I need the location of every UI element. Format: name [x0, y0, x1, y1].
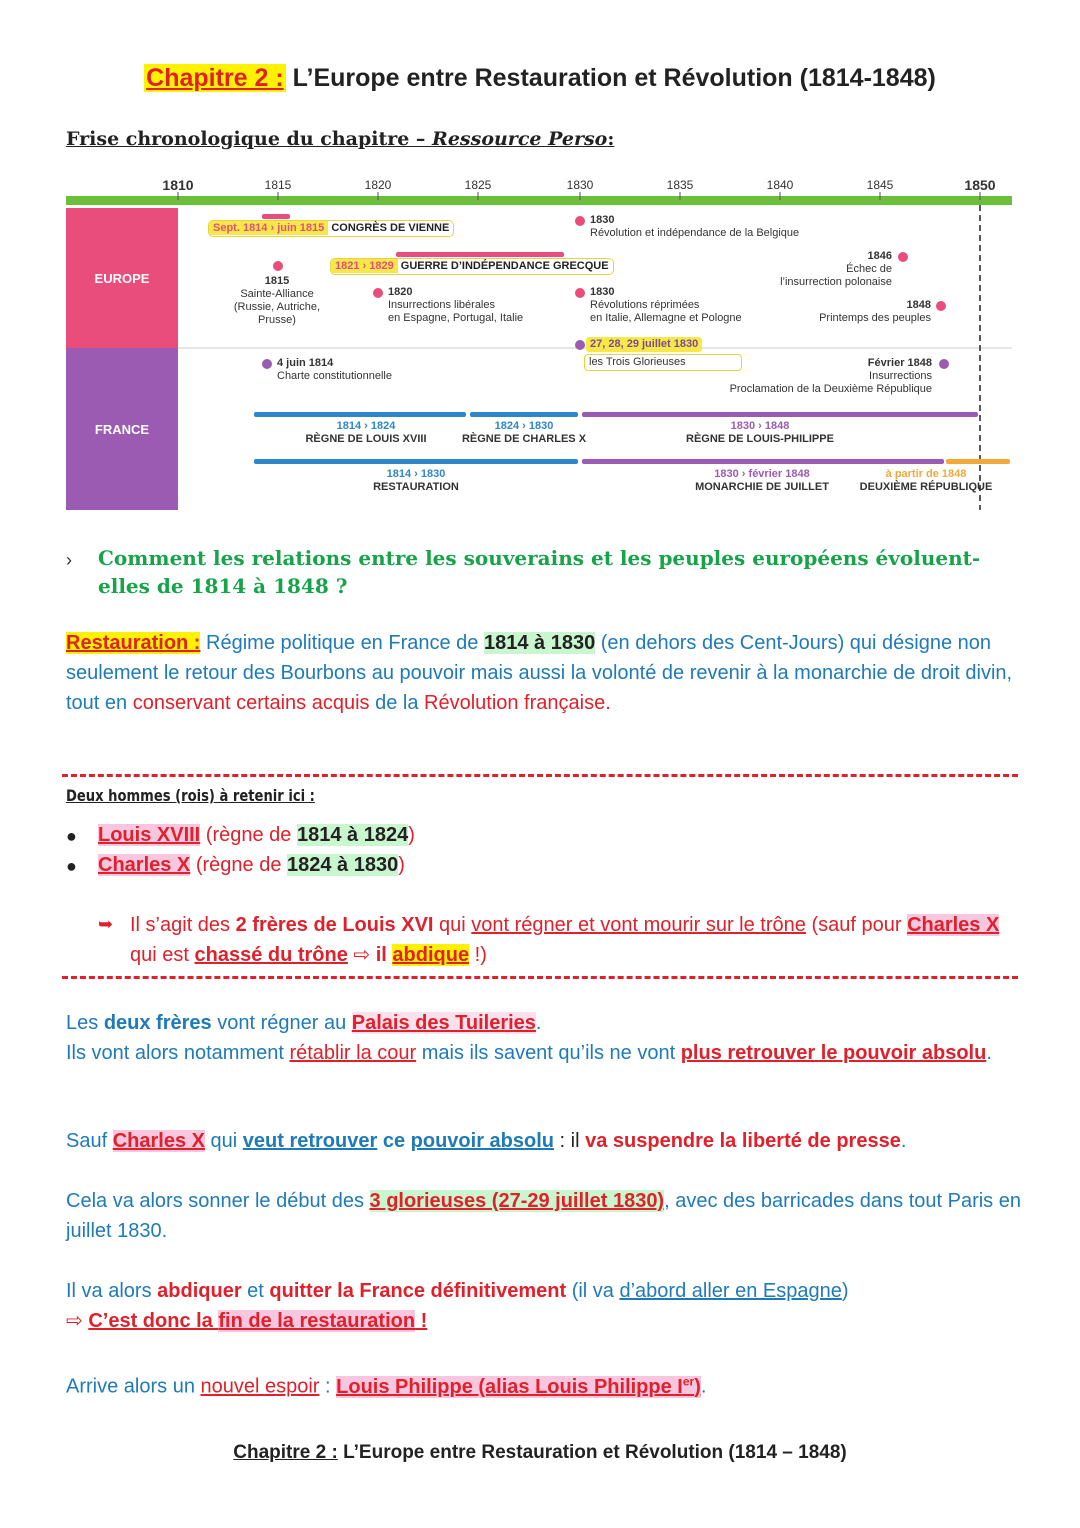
freres-h: chassé du trône	[194, 944, 348, 966]
king-1-name: Charles X	[98, 854, 191, 876]
charles-i: .	[900, 1130, 907, 1152]
dashed-divider-top	[62, 774, 1018, 777]
abdiquer-b: abdiquer	[157, 1280, 242, 1302]
event-1830-revolutions	[590, 286, 742, 325]
paragraph-charles-x	[66, 1126, 1026, 1156]
event-1846	[726, 250, 892, 289]
reign-2-dates: 1830 › 1848	[730, 420, 790, 432]
abdiquer-e: (il va	[566, 1280, 620, 1302]
freres-paragraph	[130, 910, 1020, 970]
dot-1830-glorieuses	[575, 340, 585, 350]
dot-1848-printemps	[936, 301, 946, 311]
frise-label: Frise chronologique du chapitre –	[66, 128, 433, 150]
fin-a: C’est donc la	[88, 1310, 219, 1332]
restauration-p1: Régime politique en France de	[206, 632, 484, 654]
question-arrow-icon: ›	[66, 550, 72, 570]
event-1815-year: 1815	[264, 275, 290, 287]
congres-bar	[262, 214, 290, 219]
freres-c: qui	[433, 914, 472, 936]
event-1815	[220, 275, 334, 327]
event-1830a-l1: Révolution et indépendance de la Belgique	[590, 227, 800, 239]
charles-c: qui	[204, 1130, 243, 1152]
bullet-icon: ●	[66, 856, 77, 876]
frise-heading	[66, 128, 614, 150]
king-louis-xviii	[98, 820, 415, 850]
event-1820	[388, 286, 523, 325]
freres-i: ⇨	[347, 944, 376, 966]
chapter-title: L’Europe entre Restauration et Révolution (1814-1848)	[285, 64, 936, 92]
congres-box	[208, 220, 454, 237]
year-1850: 1850	[964, 177, 996, 193]
freres-j: il	[375, 944, 393, 966]
event-1815-l2: (Russie, Autriche,	[233, 301, 321, 313]
grecque-box	[330, 258, 614, 275]
curved-arrow-icon: ➥	[98, 914, 114, 934]
abdiquer-d: quitter la France définitivement	[269, 1280, 567, 1302]
event-1846-l2: l’insurrection polonaise	[780, 276, 892, 288]
tuileries-e: .	[535, 1012, 542, 1034]
event-1830b-l1: Révolutions réprimées	[590, 299, 700, 311]
charles-g: : il	[553, 1130, 586, 1152]
restauration-dates: 1814 à 1830	[483, 632, 596, 654]
year-1840: 1840	[766, 178, 794, 192]
event-1820-l1: Insurrections libérales	[388, 299, 495, 311]
king-1-pre: (règne de	[190, 854, 287, 876]
espoir-c: :	[319, 1375, 337, 1398]
freres-e: (sauf pour	[805, 914, 908, 936]
dashed-divider-bottom	[62, 976, 1018, 979]
event-1814-date: 4 juin 1814	[277, 357, 334, 369]
espoir-d: Louis Philippe (alias Louis Philippe I	[336, 1375, 683, 1398]
page-footer	[0, 1442, 1080, 1464]
reign-louis-philippe	[662, 420, 858, 446]
event-1815-l1: Sainte-Alliance	[240, 288, 314, 300]
fin-b: fin de la restauration	[218, 1310, 416, 1332]
charles-f: pouvoir absolu	[410, 1130, 554, 1152]
tuileries-b: deux frères	[103, 1012, 212, 1034]
freres-g: qui est	[130, 944, 195, 966]
event-1848-printemps	[766, 299, 931, 325]
king-0-pre: (règne de	[200, 824, 297, 846]
footer-title: L’Europe entre Restauration et Révolution (1814 – 1848)	[337, 1442, 847, 1463]
grecque-bar	[396, 252, 564, 257]
dot-1814-charte	[262, 359, 272, 369]
regime-2-label: DEUXIÈME RÉPUBLIQUE	[859, 481, 993, 493]
congres-dates: Sept. 1814 › juin 1815	[209, 221, 328, 235]
espoir-e: )	[694, 1375, 701, 1398]
glorieuses-dates: 27, 28, 29 juillet 1830	[586, 337, 702, 352]
dot-1830-belgique	[575, 216, 585, 226]
year-1845: 1845	[866, 178, 894, 192]
king-0-post: )	[408, 824, 415, 846]
year-1810: 1810	[162, 177, 194, 193]
espoir-f: .	[700, 1375, 707, 1398]
king-1-dates: 1824 à 1830	[287, 854, 399, 876]
espoir-a: Arrive alors un	[66, 1375, 201, 1398]
espoir-b: nouvel espoir	[200, 1375, 320, 1398]
year-1815: 1815	[264, 178, 292, 192]
congres-label: CONGRÈS DE VIENNE	[331, 222, 450, 234]
king-1-post: )	[398, 854, 405, 876]
reign-1-label: RÈGNE DE CHARLES X	[461, 433, 587, 445]
glorieuses-c: , avec des barricades dans tout Paris en juillet 1830.	[66, 1190, 1021, 1242]
deux-hommes-heading: Deux hommes (rois) à retenir ici :	[66, 786, 315, 805]
restauration-p2: (en dehors des Cent-Jours) qui désigne non seulement le retour des Bourbons au pouvoir mais aussi la volonté de revenir à la monarchie de droit divin, tout en	[66, 632, 1013, 714]
regime-0-dates: 1814 › 1830	[386, 468, 446, 480]
year-1825: 1825	[464, 178, 492, 192]
reign-2-label: RÈGNE DE LOUIS-PHILIPPE	[686, 433, 834, 445]
event-1814-l1: Charte constitutionnelle	[277, 370, 392, 382]
europe-band: EUROPE	[66, 208, 178, 348]
event-1815-l3: Prusse)	[258, 314, 296, 326]
freres-f: Charles X	[907, 914, 1000, 936]
event-1848-fevrier	[686, 357, 932, 396]
paragraph-tuileries	[66, 1008, 1026, 1068]
event-1830-belgique	[590, 214, 799, 240]
freres-k: abdique	[392, 944, 470, 966]
event-1846-year: 1846	[867, 250, 892, 262]
freres-b: 2 frères de Louis XVI	[235, 914, 434, 936]
tuileries-a: Les	[66, 1012, 104, 1034]
dot-1830-revolutions	[575, 288, 585, 298]
event-1848f-l2: Proclamation de la Deuxième République	[729, 383, 932, 395]
event-1848f-date: Février 1848	[867, 357, 932, 369]
dot-1848-fevrier	[939, 359, 949, 369]
reign-0-label: RÈGNE DE LOUIS XVIII	[305, 433, 427, 445]
dot-1846	[898, 252, 908, 262]
charles-b: Charles X	[112, 1130, 205, 1152]
event-1814-charte	[277, 357, 392, 383]
grecque-label: GUERRE D’INDÉPENDANCE GRECQUE	[400, 260, 609, 272]
charles-d: veut retrouver	[242, 1130, 378, 1152]
glorieuses-label: les Trois Glorieuses	[584, 354, 742, 371]
event-1848-l1: Printemps des peuples	[819, 312, 931, 324]
problematique: Comment les relations entre les souverains et les peuples européens évoluent-elles de 1814 à 1848 ?	[98, 546, 981, 598]
freres-a: Il s’agit des	[130, 914, 236, 936]
regime-deuxieme-republique	[852, 468, 1000, 494]
cour-b: rétablir la cour	[289, 1042, 417, 1064]
bullet-icon: ●	[66, 826, 77, 846]
cour-a: Ils vont alors notamment	[66, 1042, 290, 1064]
chapter-number: Chapitre 2 :	[146, 64, 284, 92]
cour-d: plus retrouver le pouvoir absolu	[680, 1042, 987, 1064]
paragraph-abdiquer	[66, 1276, 1026, 1336]
event-1820-year: 1820	[388, 286, 413, 298]
freres-l: !)	[469, 944, 487, 966]
restauration-definition	[66, 628, 1026, 718]
reign-bar-louis-philippe	[582, 412, 978, 417]
reign-0-dates: 1814 › 1824	[336, 420, 396, 432]
charles-h: va suspendre la liberté de presse	[585, 1130, 901, 1152]
reign-louis-xviii	[278, 420, 454, 446]
cour-c: mais ils savent qu’ils ne vont	[416, 1042, 681, 1064]
reign-bar-louis-xviii	[254, 412, 466, 417]
cour-e: .	[986, 1042, 992, 1064]
glorieuses-b: 3 glorieuses (27-29 juillet 1830)	[369, 1190, 665, 1212]
frise-colon: :	[607, 128, 615, 150]
event-1830b-year: 1830	[590, 286, 615, 298]
france-band: FRANCE	[66, 348, 178, 510]
abdiquer-f: d’abord aller en Espagne	[619, 1280, 842, 1302]
event-1848-year: 1848	[906, 299, 931, 311]
timeline-axis	[66, 196, 1012, 205]
abdiquer-g: )	[841, 1280, 849, 1302]
restauration-p3: conservant certains acquis	[132, 692, 370, 714]
charles-a: Sauf	[66, 1130, 113, 1152]
restauration-term: Restauration :	[66, 632, 201, 654]
dot-1815	[273, 261, 283, 271]
reign-1-dates: 1824 › 1830	[494, 420, 554, 432]
glorieuses-a: Cela va alors sonner le début des	[66, 1190, 370, 1212]
dot-1820	[373, 288, 383, 298]
abdiquer-c: et	[241, 1280, 270, 1302]
event-1830a-year: 1830	[590, 214, 615, 226]
year-1835: 1835	[666, 178, 694, 192]
regime-monarchie-juillet	[678, 468, 846, 494]
timeline	[66, 172, 1012, 510]
tuileries-d: Palais des Tuileries	[351, 1012, 536, 1034]
abdiquer-a: Il va alors	[66, 1280, 158, 1302]
restauration-p4: de la	[369, 692, 424, 714]
year-1820: 1820	[364, 178, 392, 192]
year-1830: 1830	[566, 178, 594, 192]
regime-bar-republique	[946, 459, 1010, 464]
reign-bar-charles-x	[470, 412, 578, 417]
regime-bar-restauration	[254, 459, 578, 464]
reign-charles-x	[458, 420, 590, 446]
king-0-dates: 1814 à 1824	[296, 824, 409, 846]
regime-2-dates: à partir de 1848	[885, 468, 967, 480]
frise-resource: Ressource Perso	[432, 128, 608, 150]
regime-1-dates: 1830 › février 1848	[714, 468, 810, 480]
regime-0-label: RESTAURATION	[373, 481, 459, 493]
charles-e: ce	[377, 1130, 411, 1152]
page-title	[0, 64, 1080, 93]
fin-c: !	[415, 1310, 428, 1332]
footer-chapter: Chapitre 2 :	[233, 1442, 338, 1463]
event-1846-l1: Échec de	[846, 263, 892, 275]
king-charles-x	[98, 850, 405, 880]
restauration-p5: Révolution française.	[424, 692, 611, 714]
event-1848f-l1: Insurrections	[869, 370, 932, 382]
paragraph-espoir	[66, 1366, 1026, 1402]
espoir-sup: er	[682, 1374, 695, 1388]
tuileries-c: vont régner au	[211, 1012, 352, 1034]
grecque-dates: 1821 › 1829	[331, 259, 398, 273]
freres-d: vont régner et vont mourir sur le trône	[471, 914, 806, 936]
king-0-name: Louis XVIII	[98, 824, 201, 846]
fin-arrow-icon: ⇨	[66, 1310, 89, 1332]
regime-1-label: MONARCHIE DE JUILLET	[695, 481, 829, 493]
regime-restauration	[346, 468, 486, 494]
paragraph-glorieuses	[66, 1186, 1026, 1246]
event-1830b-l2: en Italie, Allemagne et Pologne	[590, 312, 742, 324]
regime-bar-monarchie	[582, 459, 944, 464]
event-1820-l2: en Espagne, Portugal, Italie	[388, 312, 524, 324]
